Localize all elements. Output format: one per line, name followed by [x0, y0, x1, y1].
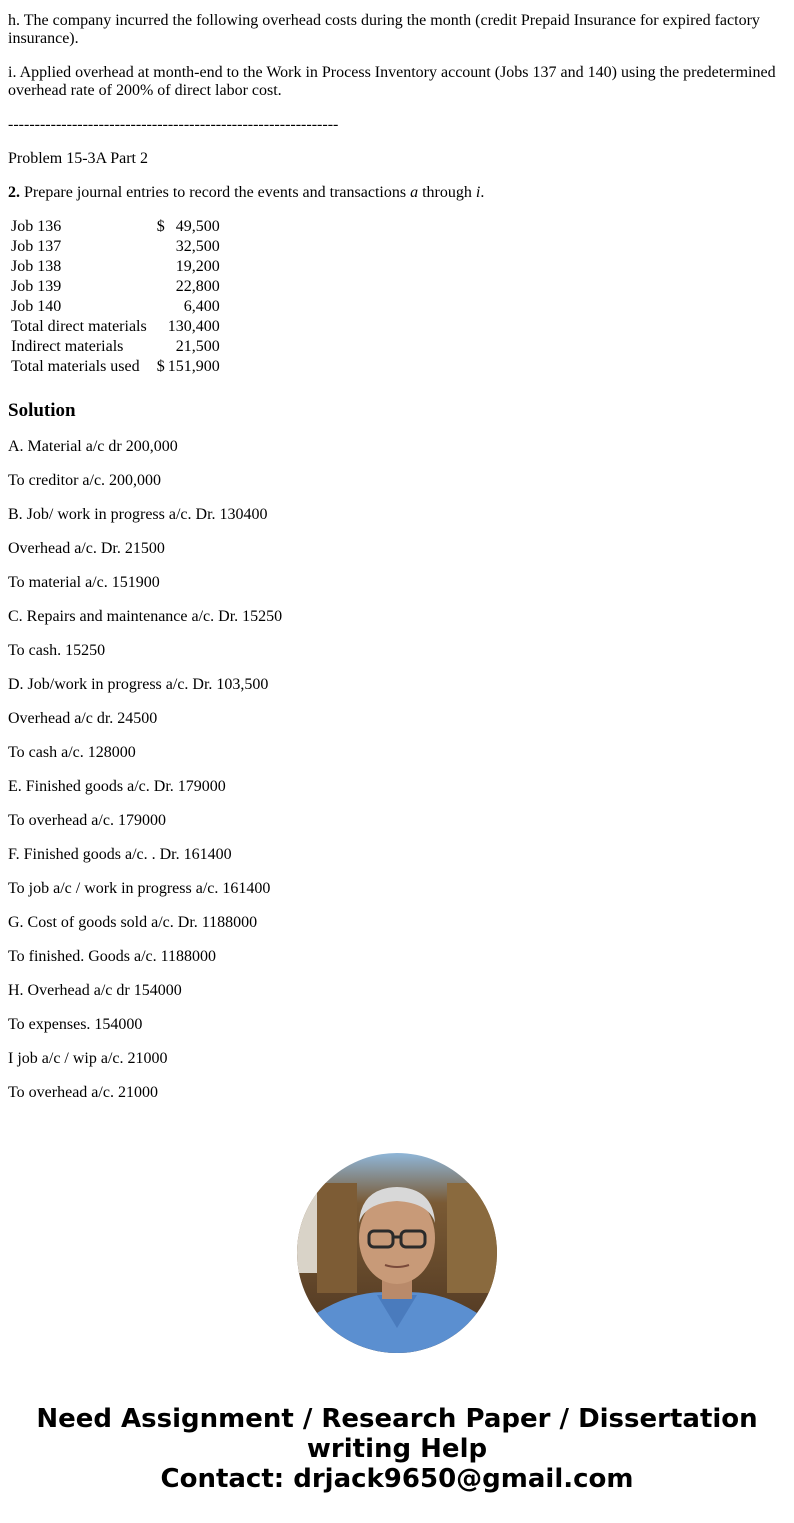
materials-label: Job 139 [11, 278, 62, 295]
materials-row [10, 338, 221, 356]
materials-row [10, 358, 221, 376]
materials-label: Job 137 [11, 238, 62, 255]
materials-row [10, 318, 221, 336]
materials-label: Total direct materials [11, 318, 147, 335]
promo-footer [0, 1404, 794, 1494]
materials-value: 6,400 [183, 298, 220, 315]
materials-label: Job 136 [11, 218, 62, 235]
journal-entry-line: To finished. Goods a/c. 1188000 [8, 948, 217, 965]
materials-currency [157, 298, 166, 316]
instruction-a: a [410, 184, 419, 201]
materials-currency: $ [156, 218, 165, 235]
materials-value: 151,900 [167, 358, 220, 375]
journal-entry-line: To creditor a/c. 200,000 [8, 472, 162, 489]
materials-row [10, 218, 221, 236]
promo-line-2: writing Help [306, 1434, 488, 1464]
materials-label: Total materials used [11, 358, 140, 375]
author-avatar [297, 1153, 497, 1353]
journal-entry-line: H. Overhead a/c dr 154000 [8, 982, 182, 999]
materials-currency [157, 258, 166, 276]
instruction-text-end: . [480, 184, 485, 201]
materials-currency [157, 278, 166, 296]
problem-title: Problem 15-3A Part 2 [8, 150, 148, 167]
materials-currency [157, 318, 166, 336]
materials-row [10, 278, 221, 296]
item-h-text: h. The company incurred the following overhead costs during the month (credit Prepaid Insurance for expired factory insurance). [8, 12, 760, 47]
materials-label: Job 140 [11, 298, 62, 315]
journal-entry-line: To cash a/c. 128000 [8, 744, 136, 761]
journal-entry-line: Overhead a/c. Dr. 21500 [8, 540, 165, 557]
materials-row [10, 258, 221, 276]
materials-currency: $ [156, 358, 165, 375]
materials-value: 32,500 [175, 238, 220, 255]
solution-entries [8, 438, 786, 1102]
materials-currency [157, 238, 166, 256]
journal-entry-line: I job a/c / wip a/c. 21000 [8, 1050, 168, 1067]
materials-value: 130,400 [167, 318, 220, 335]
promo-contact-line: Contact: drjack9650@gmail.com [160, 1464, 634, 1494]
materials-value: 21,500 [175, 338, 220, 355]
journal-entry-line: To material a/c. 151900 [8, 574, 160, 591]
materials-row [10, 298, 221, 316]
promo-line-1: Need Assignment / Research Paper / Dissertation [36, 1404, 758, 1434]
item-i-text: i. Applied overhead at month-end to the Work in Process Inventory account (Jobs 137 and 140) using the predetermined overhead rate of 200% of direct labor cost. [8, 64, 776, 99]
journal-entry-line: C. Repairs and maintenance a/c. Dr. 15250 [8, 608, 283, 625]
materials-value: 49,500 [175, 218, 220, 235]
journal-entry-line: A. Material a/c dr 200,000 [8, 438, 178, 455]
instruction [8, 184, 786, 202]
instruction-text-mid: through [418, 184, 476, 201]
journal-entry-line: To job a/c / work in progress a/c. 161400 [8, 880, 271, 897]
journal-entry-line: D. Job/work in progress a/c. Dr. 103,500 [8, 676, 269, 693]
journal-entry-line: To expenses. 154000 [8, 1016, 143, 1033]
journal-entry-line: F. Finished goods a/c. . Dr. 161400 [8, 846, 232, 863]
materials-value: 22,800 [175, 278, 220, 295]
materials-row [10, 238, 221, 256]
author-photo-image [297, 1153, 497, 1353]
journal-entry-line: Overhead a/c dr. 24500 [8, 710, 158, 727]
instruction-text-pre: Prepare journal entries to record the events and transactions [20, 184, 411, 201]
materials-label: Indirect materials [11, 338, 124, 355]
journal-entry-line: To cash. 15250 [8, 642, 106, 659]
journal-entry-line: To overhead a/c. 21000 [8, 1084, 158, 1101]
materials-label: Job 138 [11, 258, 62, 275]
materials-table [8, 216, 223, 378]
instruction-i: i [475, 184, 481, 201]
journal-entry-line: G. Cost of goods sold a/c. Dr. 1188000 [8, 914, 258, 931]
journal-entry-line: E. Finished goods a/c. Dr. 179000 [8, 778, 226, 795]
instruction-number: 2. [8, 184, 20, 201]
journal-entry-line: B. Job/ work in progress a/c. Dr. 130400 [8, 506, 268, 523]
materials-value: 19,200 [175, 258, 220, 275]
solution-heading: Solution [8, 400, 76, 421]
journal-entry-line: To overhead a/c. 179000 [8, 812, 166, 829]
divider-line: -------------------------------------------------------------- [8, 116, 339, 133]
materials-currency [157, 338, 166, 356]
